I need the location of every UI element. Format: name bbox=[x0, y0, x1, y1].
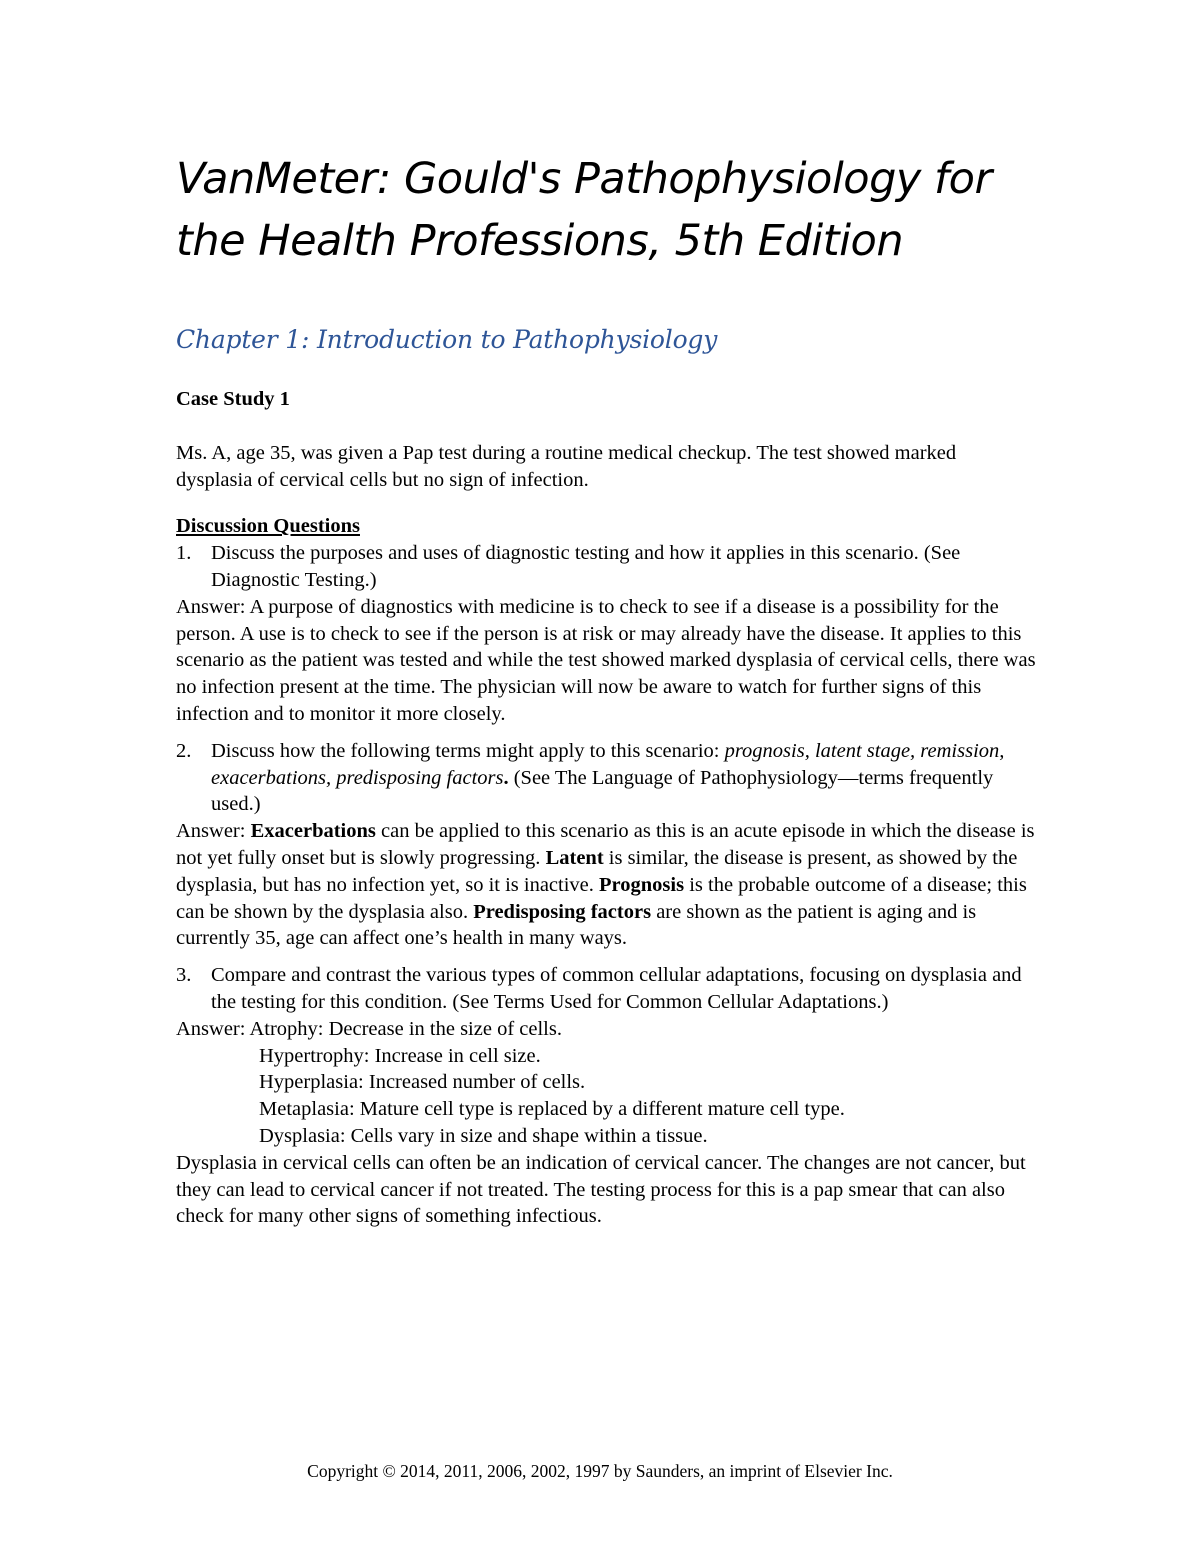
question-reference: (See The Language of Pathophysiology—terms frequently used.) bbox=[211, 766, 994, 816]
discussion-questions-heading: Discussion Questions bbox=[176, 515, 360, 538]
title-line-2: the Health Professions, 5th Edition bbox=[176, 216, 904, 266]
answer-3 bbox=[176, 1016, 1036, 1230]
prognosis-explanation: is the probable outcome of a disease; this can be shown by the dysplasia also. bbox=[176, 873, 1027, 923]
terms-list: prognosis, latent stage, remission, exacerbations, predisposing factors bbox=[211, 739, 1005, 789]
adaptation-hyperplasia: Hyperplasia: Increased number of cells. bbox=[259, 1071, 586, 1094]
question-text-intro: Discuss how the following terms might apply to this scenario: bbox=[211, 739, 725, 762]
chapter-title: Chapter 1: Introduction to Pathophysiology bbox=[176, 325, 718, 354]
answer-3-closing: Dysplasia in cervical cells can often be an indication of cervical cancer. The changes are not cancer, but they can lead to cervical cancer if not treated. The testing process for this is a pap smear that can also check for many other signs of something infectious. bbox=[176, 1151, 1026, 1228]
adaptation-hypertrophy: Hypertrophy: Increase in cell size. bbox=[259, 1044, 541, 1067]
latent-explanation: is similar, the disease is present, as showed by the dysplasia, but has no infection yet, so it is inactive. bbox=[176, 846, 1018, 896]
term-latent: Latent bbox=[545, 846, 604, 869]
question-text: Discuss the purposes and uses of diagnostic testing and how it applies in this scenario. (See Diagnostic Testing.) bbox=[211, 542, 961, 591]
question-text: Compare and contrast the various types of common cellular adaptations, focusing on dysplasia and the testing for this condition. (See Terms Used for Common Cellular Adaptations.) bbox=[211, 964, 1022, 1013]
document-title bbox=[176, 148, 1076, 272]
case-study-heading: Case Study 1 bbox=[176, 388, 290, 410]
question-3 bbox=[176, 962, 1036, 1016]
term-predisposing-factors: Predisposing factors bbox=[473, 900, 652, 923]
adaptation-atrophy: Answer: Atrophy: Decrease in the size of cells. bbox=[176, 1017, 562, 1040]
answer-label: Answer: bbox=[176, 820, 251, 843]
question-number: 2. bbox=[176, 739, 192, 762]
term-prognosis: Prognosis bbox=[599, 873, 685, 896]
question-text bbox=[211, 738, 1036, 818]
answer-2 bbox=[176, 818, 1036, 952]
document-body bbox=[176, 386, 1036, 1230]
title-line-1: VanMeter: Gould's Pathophysiology for bbox=[176, 154, 992, 204]
answer-1: Answer: A purpose of diagnostics with medicine is to check to see if a disease is a possibility for the person. A use is to check to see if the person is at risk or may already have the disease. It applies to this scenario as the patient was tested and while the test showed marked dysplasia of cervical cells, there was no infection present at the time. The physician will now be aware to watch for further signs of this infection and to monitor it more closely. bbox=[176, 595, 1036, 725]
predisposing-explanation: are shown as the patient is aging and is currently 35, age can affect one’s health in many ways. bbox=[176, 900, 977, 950]
term-exacerbations: Exacerbations bbox=[250, 820, 376, 843]
question-2 bbox=[176, 738, 1036, 818]
adaptation-dysplasia: Dysplasia: Cells vary in size and shape within a tissue. bbox=[259, 1124, 708, 1147]
case-scenario: Ms. A, age 35, was given a Pap test during a routine medical checkup. The test showed marked dysplasia of cervical cells but no sign of infection. bbox=[176, 441, 957, 491]
terms-period: . bbox=[503, 766, 509, 789]
adaptation-metaplasia: Metaplasia: Mature cell type is replaced by a different mature cell type. bbox=[259, 1098, 845, 1121]
question-1 bbox=[176, 540, 1036, 594]
question-number: 1. bbox=[176, 542, 192, 565]
question-number: 3. bbox=[176, 964, 192, 987]
exacerbations-explanation: can be applied to this scenario as this is an acute episode in which the disease is not yet fully onset but is slowly progressing. bbox=[176, 820, 1035, 869]
copyright-footer: Copyright © 2014, 2011, 2006, 2002, 1997 by Saunders, an imprint of Elsevier Inc. bbox=[307, 1461, 893, 1481]
